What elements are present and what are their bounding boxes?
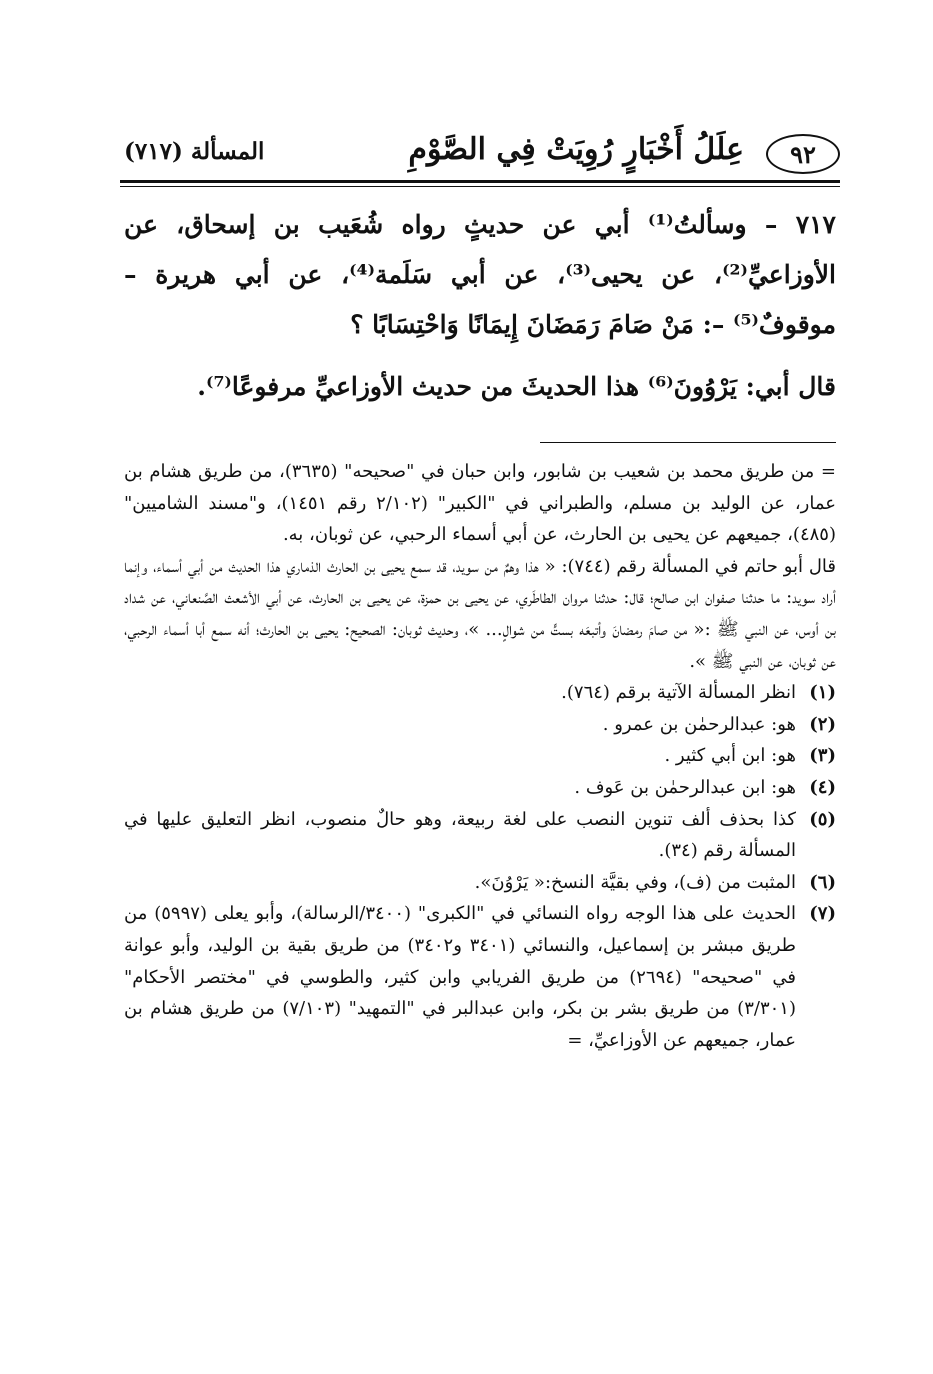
footnote-number: (٢)	[809, 713, 836, 735]
page-number: ٩٢	[766, 134, 840, 174]
footnote-item	[124, 772, 836, 804]
footnote-item	[124, 677, 836, 709]
footnote-item	[124, 867, 836, 899]
footnote-item	[124, 709, 836, 741]
footnote-number: (٥)	[809, 808, 836, 830]
footnote-number: (٤)	[809, 776, 836, 798]
header-rule-thick	[120, 180, 840, 183]
footnote-item	[124, 740, 836, 772]
footnote-number: (٦)	[809, 871, 836, 893]
issue-label: المسألة (٧١٧)	[124, 138, 265, 165]
footnote-text: هو: عبدالرحمٰن بن عمرو .	[602, 713, 796, 735]
answer-paragraph: قال أبي: يَرْوُونَ⁽⁶⁾ هذا الحديثَ من حديث الأوزاعيِّ مرفوعًا⁽⁷⁾.	[197, 372, 836, 401]
footnote-text: انظر المسألة الآتية برقم (٧٦٤).	[561, 682, 796, 704]
footnotes-section	[124, 456, 836, 1056]
footnote-item	[124, 898, 836, 1056]
page-header	[120, 128, 840, 178]
footnote-text: المثبت من (ف)، وفي بقيَّة النسخ:« يَرْوُنَ».	[474, 871, 796, 893]
footnote-continuation: = من طريق محمد بن شعيب بن شابور، وابن حبان في "صحيحه" (٣٦٣٥)، من طريق هشام بن عمار، عن الوليد بن مسلم، والطبراني في "الكبير" (٢/١٠٢ رقم ١٤٥١)، و"مسند الشاميين" (٤٨٥)، جميعهم عن يحيى بن الحارث، عن أبي أسماء الرحبي، عن ثوبان، به.	[124, 461, 836, 546]
footnote-number: (٣)	[809, 745, 836, 767]
footnote-item	[124, 804, 836, 867]
footnote-text: الحديث على هذا الوجه رواه النسائي في "الكبرى" (٣٤٠٠/الرسالة)، وأبو يعلى (٥٩٩٧) من طريق مبشر بن إسماعيل، والنسائي (٣٤٠١ و٣٤٠٢) من طريق بقية بن الوليد، وأبو عوانة في "صحيحه" (٢٦٩٤) من طريق الفريابي وابن كثير، والطوسي في "مختصر الأحكام" (٣/٣٠١) من طريق بشر بن بكر، وابن عبدالبر في "التمهيد" (٧/١٠٣) من طريق هشام بن عمار، جميعهم عن الأوزاعيِّ، =	[124, 903, 796, 1051]
footnote-quote: قال أبو حاتم في المسألة رقم (٧٤٤): « هذا وهمٌ من سويد، قد سمع يحيى بن الحارث الذماري هذا الحديث من أبي أسماء، وإنما أراد سويد: ما حدثنا صفوان ابن صالح؛ قال: حدثنا مروان الطاطَري، عن يحيى بن حمزة، عن يحيى بن الحارث، عن أبي الأشعث الصَّنعاني، عن شداد بن أوس، عن النبي ﷺ :« من صامَ رمضانَ وأتبعَه بستٍّ من شوالٍ... »، وحديث ثوبان: الصحيح: يحيى بن الحارث؛ أنه سمع أبا أسماء الرحبي، عن ثوبان، عن النبي ﷺ ».	[124, 555, 836, 672]
footnote-number: (٧)	[809, 903, 836, 925]
footnote-text: هو: ابن عبدالرحمٰن بن عَوف .	[574, 776, 796, 798]
book-title: عِلَلُ أَخْبَارٍ رُوِيَتْ فِي الصَّوْمِ	[408, 132, 744, 167]
footnote-divider	[540, 442, 836, 443]
main-text	[124, 200, 836, 412]
footnote-number: (١)	[809, 682, 836, 704]
footnote-text: هو: ابن أبي كثير .	[664, 745, 796, 767]
question-paragraph: ٧١٧ – وسألتُ⁽¹⁾ أبي عن حديثٍ رواه شُعَيب بن إسحاق، عن الأوزاعيِّ⁽²⁾، عن يحيى⁽³⁾، عن أبي سَلَمة⁽⁴⁾، عن أبي هريرة – موقوفٌ⁽⁵⁾ –: مَنْ صَامَ رَمَضَانَ إِيمَانًا وَاحْتِسَابًا ؟	[124, 210, 836, 339]
footnote-text: كذا بحذف ألف تنوين النصب على لغة ربيعة، وهو حالٌ منصوب، انظر التعليق عليها في المسألة رقم (٣٤).	[124, 808, 796, 862]
header-rule-thin	[120, 186, 840, 187]
